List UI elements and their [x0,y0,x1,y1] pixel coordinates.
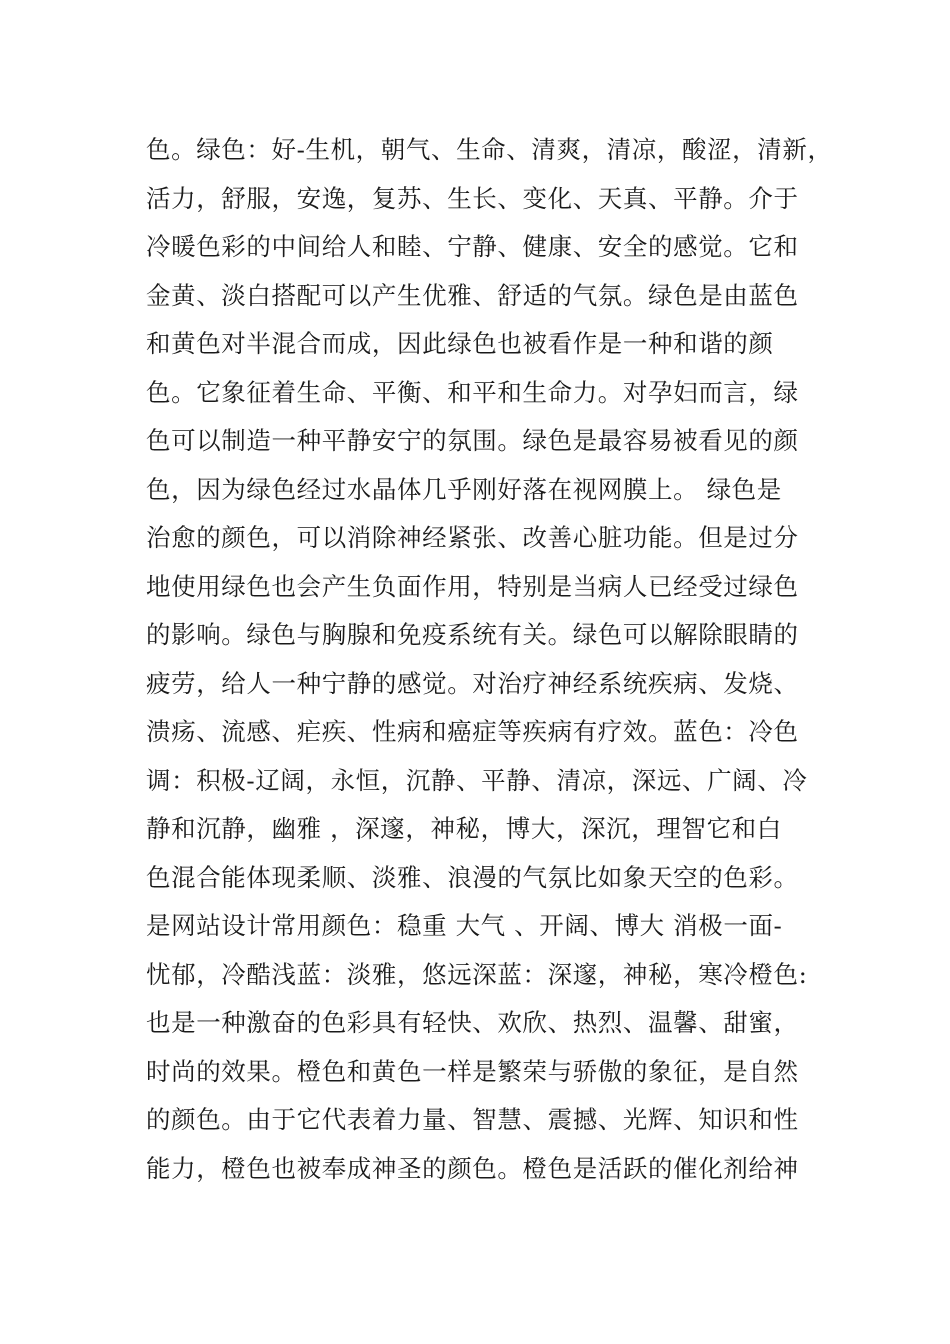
text-line: 和黄色对半混合而成，因此绿色也被看作是一种和谐的颜 [146,329,774,358]
text-line: 地使用绿色也会产生负面作用，特别是当病人已经受过绿色 [146,571,799,601]
text-line: 溃疡、流感、疟疾、性病和癌症等疾病有疗效。蓝色：冷色 [146,717,799,746]
text-line: 色，因为绿色经过水晶体几乎刚好落在视网膜上。 绿色是 [146,474,782,504]
text-line: 时尚的效果。橙色和黄色一样是繁荣与骄傲的象征，是自然 [146,1056,799,1086]
text-line: 色可以制造一种平静安宁的氛围。绿色是最容易被看见的颜 [146,426,799,455]
text-line: 调：积极-辽阔，永恒，沉静、平静、清凉，深远、广阔、冷 [146,765,808,795]
text-line: 冷暖色彩的中间给人和睦、宁静、健康、安全的感觉。它和 [146,232,799,261]
text-line: 静和沉静，幽雅 ，深邃，神秘，博大，深沉，理智它和白 [146,814,782,843]
text-line: 能力，橙色也被奉成神圣的颜色。橙色是活跃的催化剂给神 [146,1153,799,1183]
text-line: 色混合能体现柔顺、淡雅、浪漫的气氛比如象天空的色彩。 [146,862,799,892]
text-line: 活力，舒服，安逸，复苏、生长、变化、天真、平静。介于 [146,183,799,213]
text-line: 的颜色。由于它代表着力量、智慧、震撼、光辉、知识和性 [146,1105,799,1134]
text-line: 也是一种激奋的色彩具有轻快、欢欣、热烈、温馨、甜蜜， [146,1008,799,1037]
text-line: 忧郁，冷酷浅蓝：淡雅，悠远深蓝：深邃，神秘，寒冷橙色: [146,959,808,989]
text-line: 是网站设计常用颜色：稳重 大气 、开阔、博大 消极一面- [146,911,783,940]
text-line: 治愈的颜色，可以消除神经紧张、改善心脏功能。但是过分 [146,523,799,552]
text-line: 金黄、淡白搭配可以产生优雅、舒适的气氛。绿色是由蓝色 [146,280,799,310]
text-line: 的影响。绿色与胸腺和免疫系统有关。绿色可以解除眼睛的 [146,620,799,649]
text-line: 色。绿色：好-生机，朝气、生命、清爽，清凉，酸涩，清新， [146,135,833,164]
body-paragraph [146,126,833,1193]
text-line: 疲劳，给人一种宁静的感觉。对治疗神经系统疾病、发烧、 [146,668,799,698]
text-line: 色。它象征着生命、平衡、和平和生命力。对孕妇而言，绿 [146,377,799,407]
